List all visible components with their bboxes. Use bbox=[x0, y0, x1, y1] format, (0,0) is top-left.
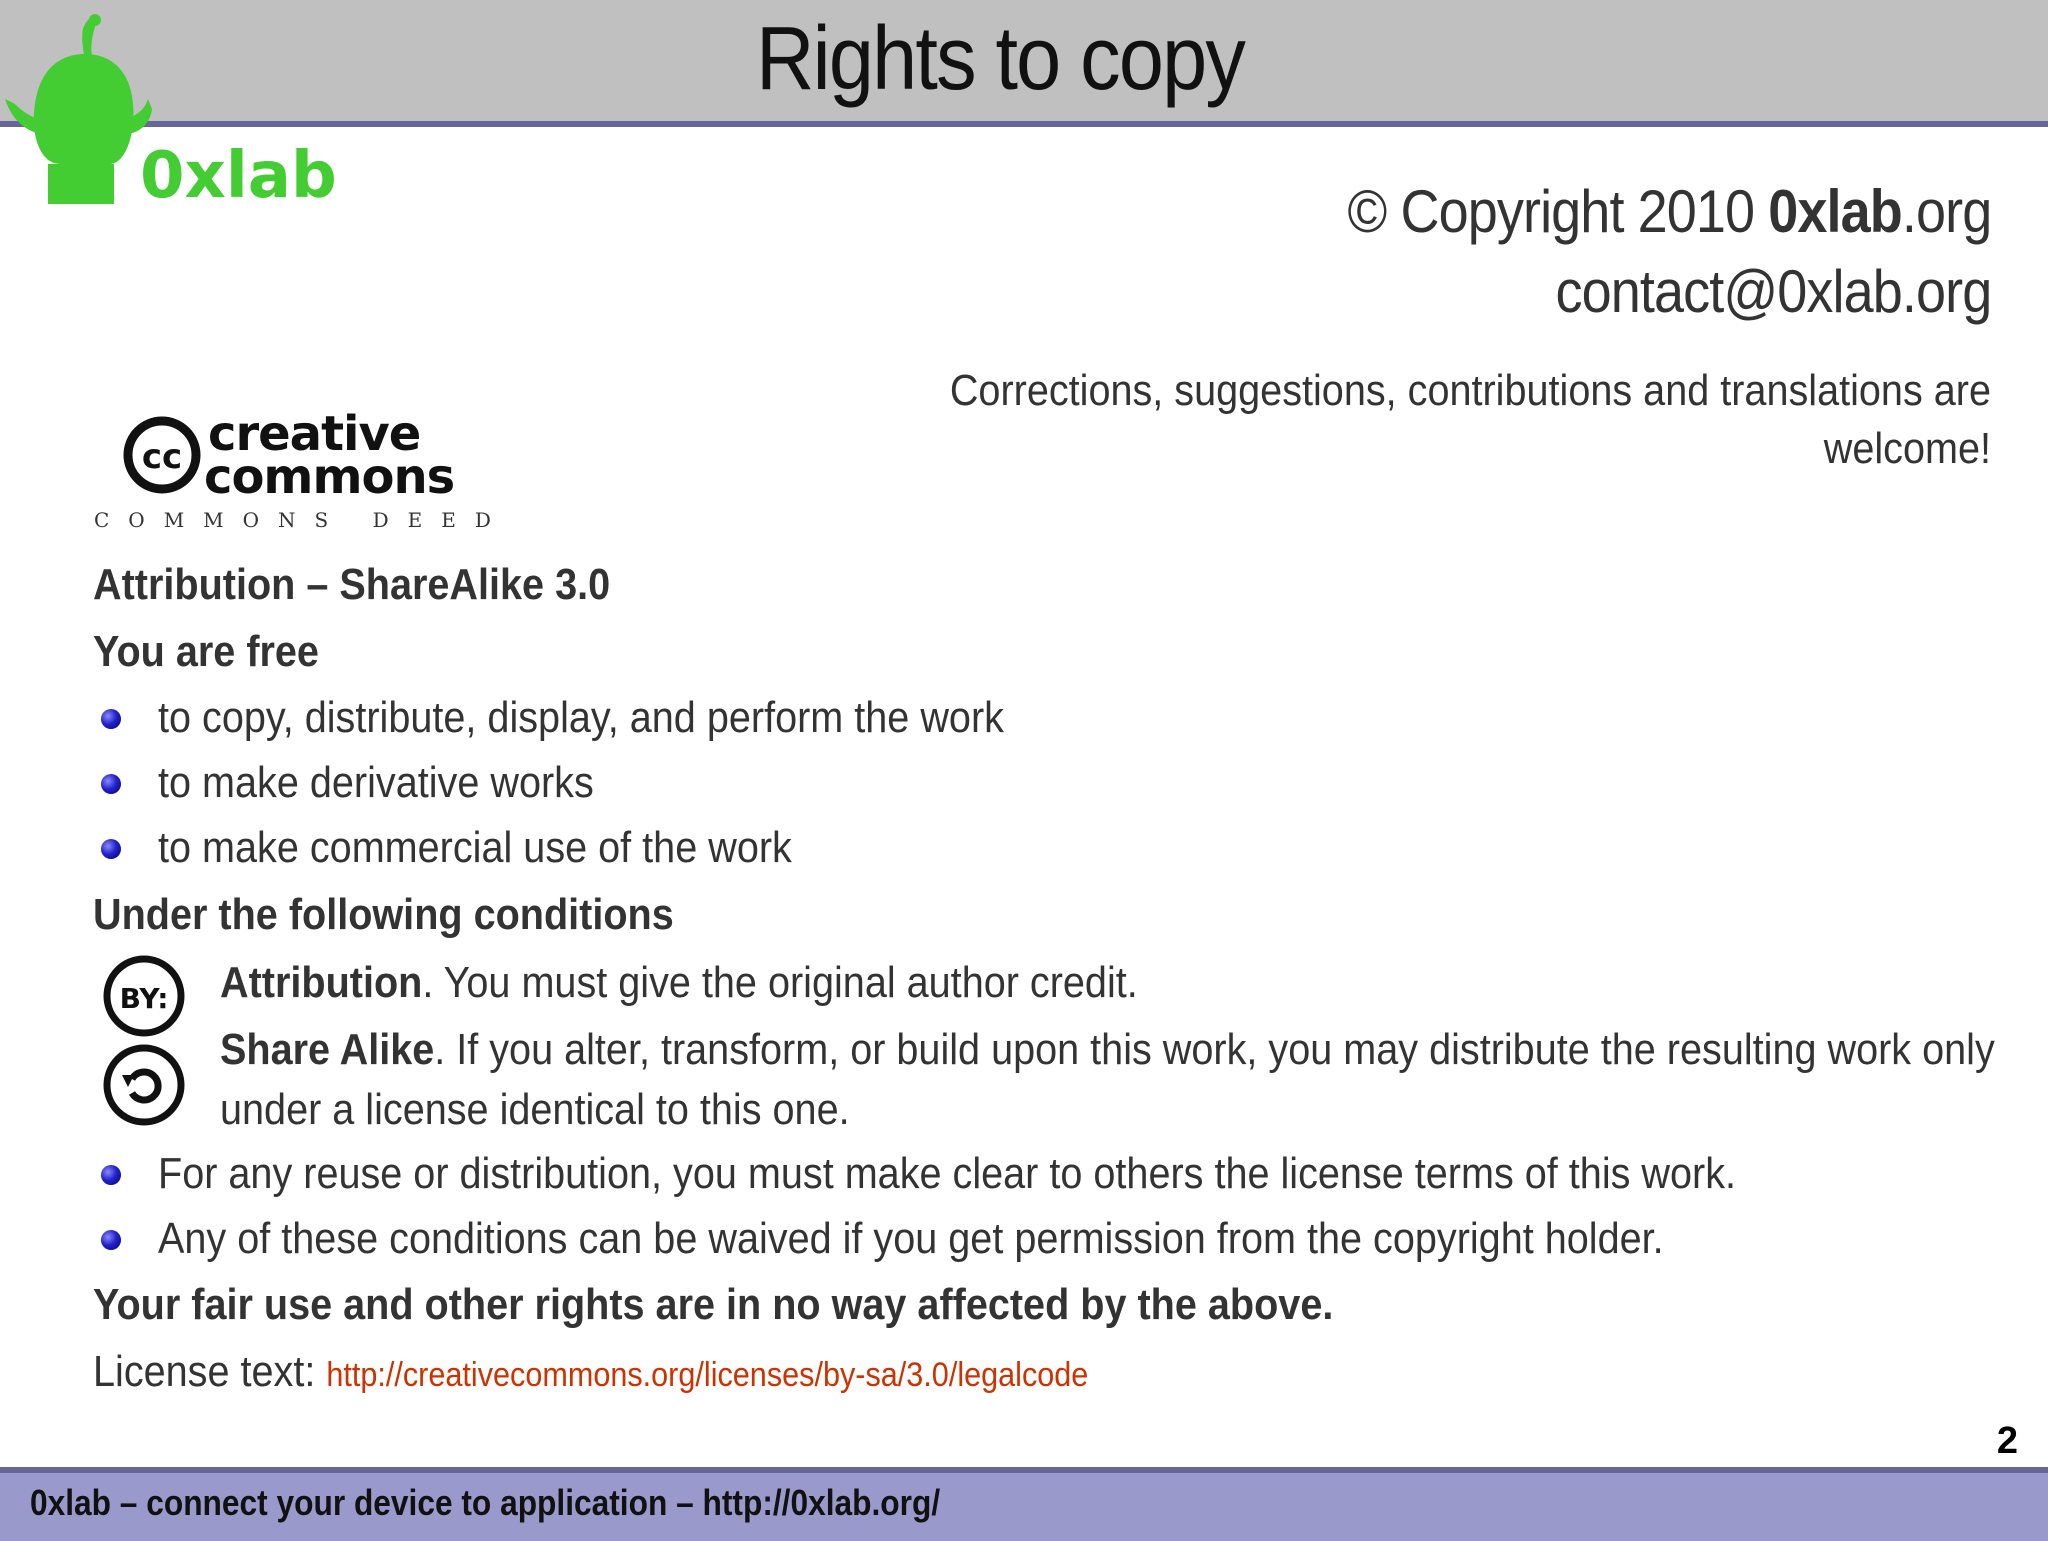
svg-text:commons: commons bbox=[204, 449, 455, 505]
condition-share-alike bbox=[220, 1025, 1995, 1075]
freedom-item: to make commercial use of the work bbox=[158, 823, 792, 872]
condition-text: . You must give the original author credit. bbox=[422, 958, 1138, 1007]
0xlab-logo bbox=[0, 14, 360, 204]
license-link[interactable]: http://creativecommons.org/licenses/by-sa/3.0/legalcode bbox=[326, 1356, 1089, 1394]
note-item: Any of these conditions can be waived if you get permission from the copyright holder. bbox=[158, 1214, 1664, 1263]
freedom-item: to make derivative works bbox=[158, 758, 594, 807]
by-icon bbox=[102, 954, 186, 1038]
copyright-symbol: © bbox=[1347, 178, 1387, 245]
bullet-icon bbox=[101, 1230, 121, 1250]
copyright-line bbox=[1347, 172, 1991, 252]
license-text-line bbox=[93, 1347, 1088, 1397]
bullet-icon bbox=[101, 839, 121, 859]
svg-text:cc: cc bbox=[141, 437, 183, 477]
copyright-org: 0xlab bbox=[1767, 178, 1902, 245]
logo-text: 0xlab bbox=[140, 139, 337, 204]
bullet-icon bbox=[101, 709, 121, 729]
svg-text:creative: creative bbox=[208, 406, 421, 462]
condition-title: Share Alike bbox=[220, 1025, 435, 1074]
condition-text: . If you alter, transform, or build upon this work, you may distribute the resulting work only bbox=[434, 1025, 1995, 1074]
welcome-note: Corrections, suggestions, contributions and translations are welcome! bbox=[949, 366, 1991, 473]
copyright-prefix: Copyright 2010 bbox=[1400, 178, 1754, 245]
slide-title: Rights to copy bbox=[755, 9, 1245, 109]
conditions-heading: Under the following conditions bbox=[93, 890, 674, 939]
footer-text: 0xlab – connect your device to application – http://0xlab.org/ bbox=[30, 1482, 941, 1523]
bullet-icon bbox=[101, 1165, 121, 1185]
license-label: License text: bbox=[93, 1347, 327, 1396]
creative-commons-logo bbox=[90, 405, 540, 535]
page-number: 2 bbox=[1996, 1420, 2018, 1462]
free-heading: You are free bbox=[93, 627, 319, 676]
condition-text-continued: under a license identical to this one. bbox=[220, 1085, 850, 1134]
condition-title: Attribution bbox=[220, 958, 423, 1007]
fair-use-statement: Your fair use and other rights are in no way affected by the above. bbox=[93, 1280, 1334, 1329]
copyright-org-suffix: .org bbox=[1901, 178, 1991, 245]
share-alike-icon bbox=[102, 1043, 186, 1127]
note-item: For any reuse or distribution, you must make clear to others the license terms of this work. bbox=[158, 1149, 1737, 1198]
svg-text:BY:: BY: bbox=[119, 982, 169, 1015]
condition-attribution bbox=[220, 958, 1138, 1008]
copyright-block bbox=[1347, 172, 1991, 332]
license-title: Attribution – ShareAlike 3.0 bbox=[93, 560, 611, 609]
bullet-icon bbox=[101, 774, 121, 794]
svg-text:COMMONS DEED: COMMONS DEED bbox=[94, 508, 510, 532]
freedom-item: to copy, distribute, display, and perform the work bbox=[158, 693, 1004, 742]
contact-email[interactable]: contact@0xlab.org bbox=[1555, 258, 1991, 325]
